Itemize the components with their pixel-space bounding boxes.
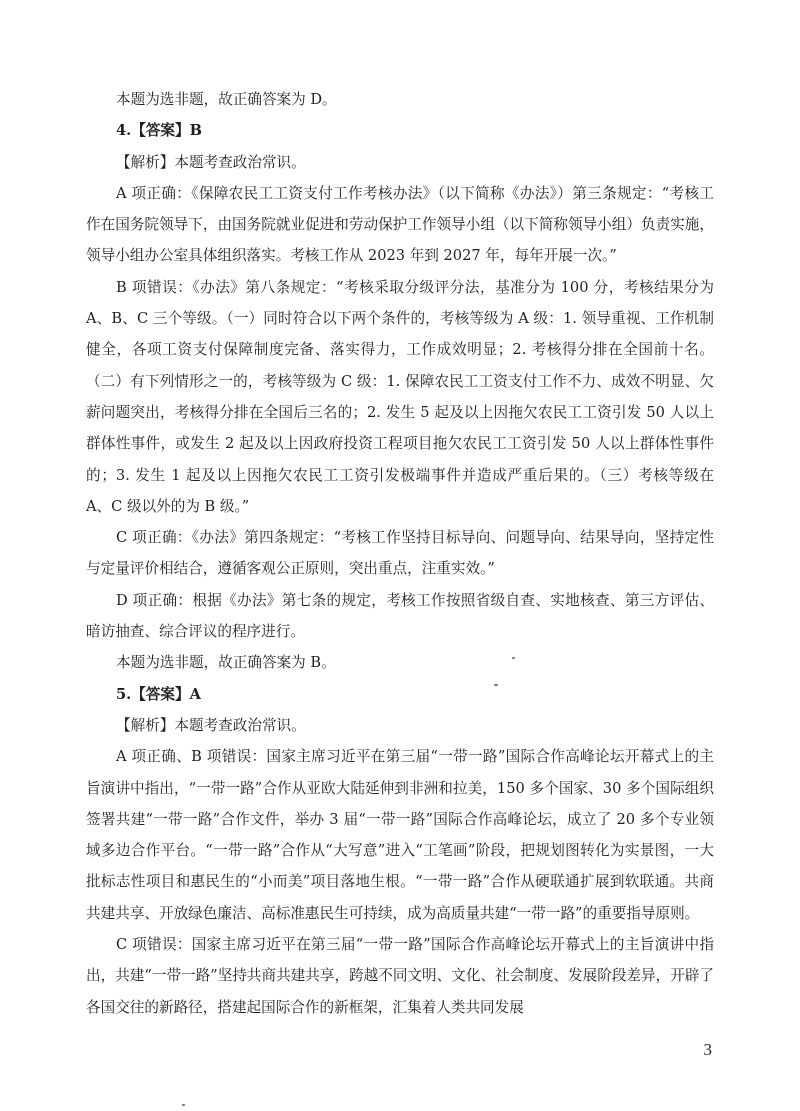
- option-c-paragraph: C 项错误：国家主席习近平在第三届“一带一路”国际合作高峰论坛开幕式上的主旨演讲中指出，共建“一带一路”坚持共商共建共享，跨越不同文明、文化、社会制度、发展阶段差异，开辟了各国交往的新路径，搭建起国际合作的新框架，汇集着人类共同发展: [86, 936, 714, 1016]
- scan-speck: [512, 657, 515, 659]
- answer-heading: 5.【答案】A: [116, 685, 201, 703]
- page-number: 3: [703, 1040, 712, 1059]
- analysis-heading: 【解析】本题考查政治常识。: [116, 153, 306, 171]
- scan-speck: [494, 684, 498, 686]
- option-ab-paragraph: A 项正确、B 项错误：国家主席习近平在第三届“一带一路”国际合作高峰论坛开幕式上的主旨演讲中指出，“一带一路”合作从亚欧大陆延伸到非洲和拉美，150 多个国家、30 多个国际组织签署共建“一带一路”合作文件，举办 3 届“一带一路”国际合作高峰论坛，成立了 20 多个专业领域多边合作平台。“一带一路”合作从“大写意”进入“工笔画”阶段，把规划图转化为实景图，一大批标志性项目和惠民生的“小而美”项目落地生根。“一带一路”合作从硬联通扩展到软联通。共商共建共享、开放绿色廉洁、高标准惠民生可持续，成为高质量共建“一带一路”的重要指导原则。: [86, 748, 714, 922]
- option-b-paragraph: B 项错误：《办法》第八条规定：“考核采取分级评分法，基准分为 100 分，考核结果分为 A、B、C 三个等级。（一）同时符合以下两个条件的，考核等级为 A 级：1. 领导重视、工作机制健全，各项工资支付保障制度完备、落实得力，工作成效明显；2. 考核得分排在全国前十名。（二）有下列情形之一的，考核等级为 C 级：1. 保障农民工工资支付工作不力、成效不明显、欠薪问题突出，考核得分排在全国后三名的；2. 发生 5 起及以上因拖欠农民工工资引发 50 人以上群体性事件，或发生 2 起及以上因政府投资工程项目拖欠农民工工资引发 50 人以上群体性事件的；3. 发生 1 起及以上因拖欠农民工工资引发极端事件并造成严重后果的。（三）考核等级在 A、C 级以外的为 B 级。”: [86, 278, 714, 515]
- option-d-paragraph: D 项正确：根据《办法》第七条的规定，考核工作按照省级自查、实地核查、第三方评估、暗访抽查、综合评议的程序进行。: [86, 591, 714, 641]
- answer-heading: 4.【答案】B: [116, 122, 202, 140]
- option-c-paragraph: C 项正确：《办法》第四条规定：“考核工作坚持目标导向、问题导向、结果导向，坚持定性与定量评价相结合，遵循客观公正原则，突出重点，注重实效。”: [86, 529, 714, 578]
- scan-speck: [182, 1104, 185, 1106]
- conclusion-paragraph: 本题为选非题，故正确答案为 D。: [116, 91, 337, 108]
- conclusion-paragraph: 本题为选非题，故正确答案为 B。: [116, 654, 336, 672]
- document-body: [86, 84, 714, 1023]
- option-a-paragraph: A 项正确：《保障农民工工资支付工作考核办法》（以下简称《办法》）第三条规定：“考核工作在国务院领导下，由国务院就业促进和劳动保护工作领导小组（以下简称领导小组）负责实施，领导小组办公室具体组织落实。考核工作从 2023 年到 2027 年，每年开展一次。”: [86, 184, 714, 265]
- analysis-heading: 【解析】本题考查政治常识。: [116, 716, 306, 734]
